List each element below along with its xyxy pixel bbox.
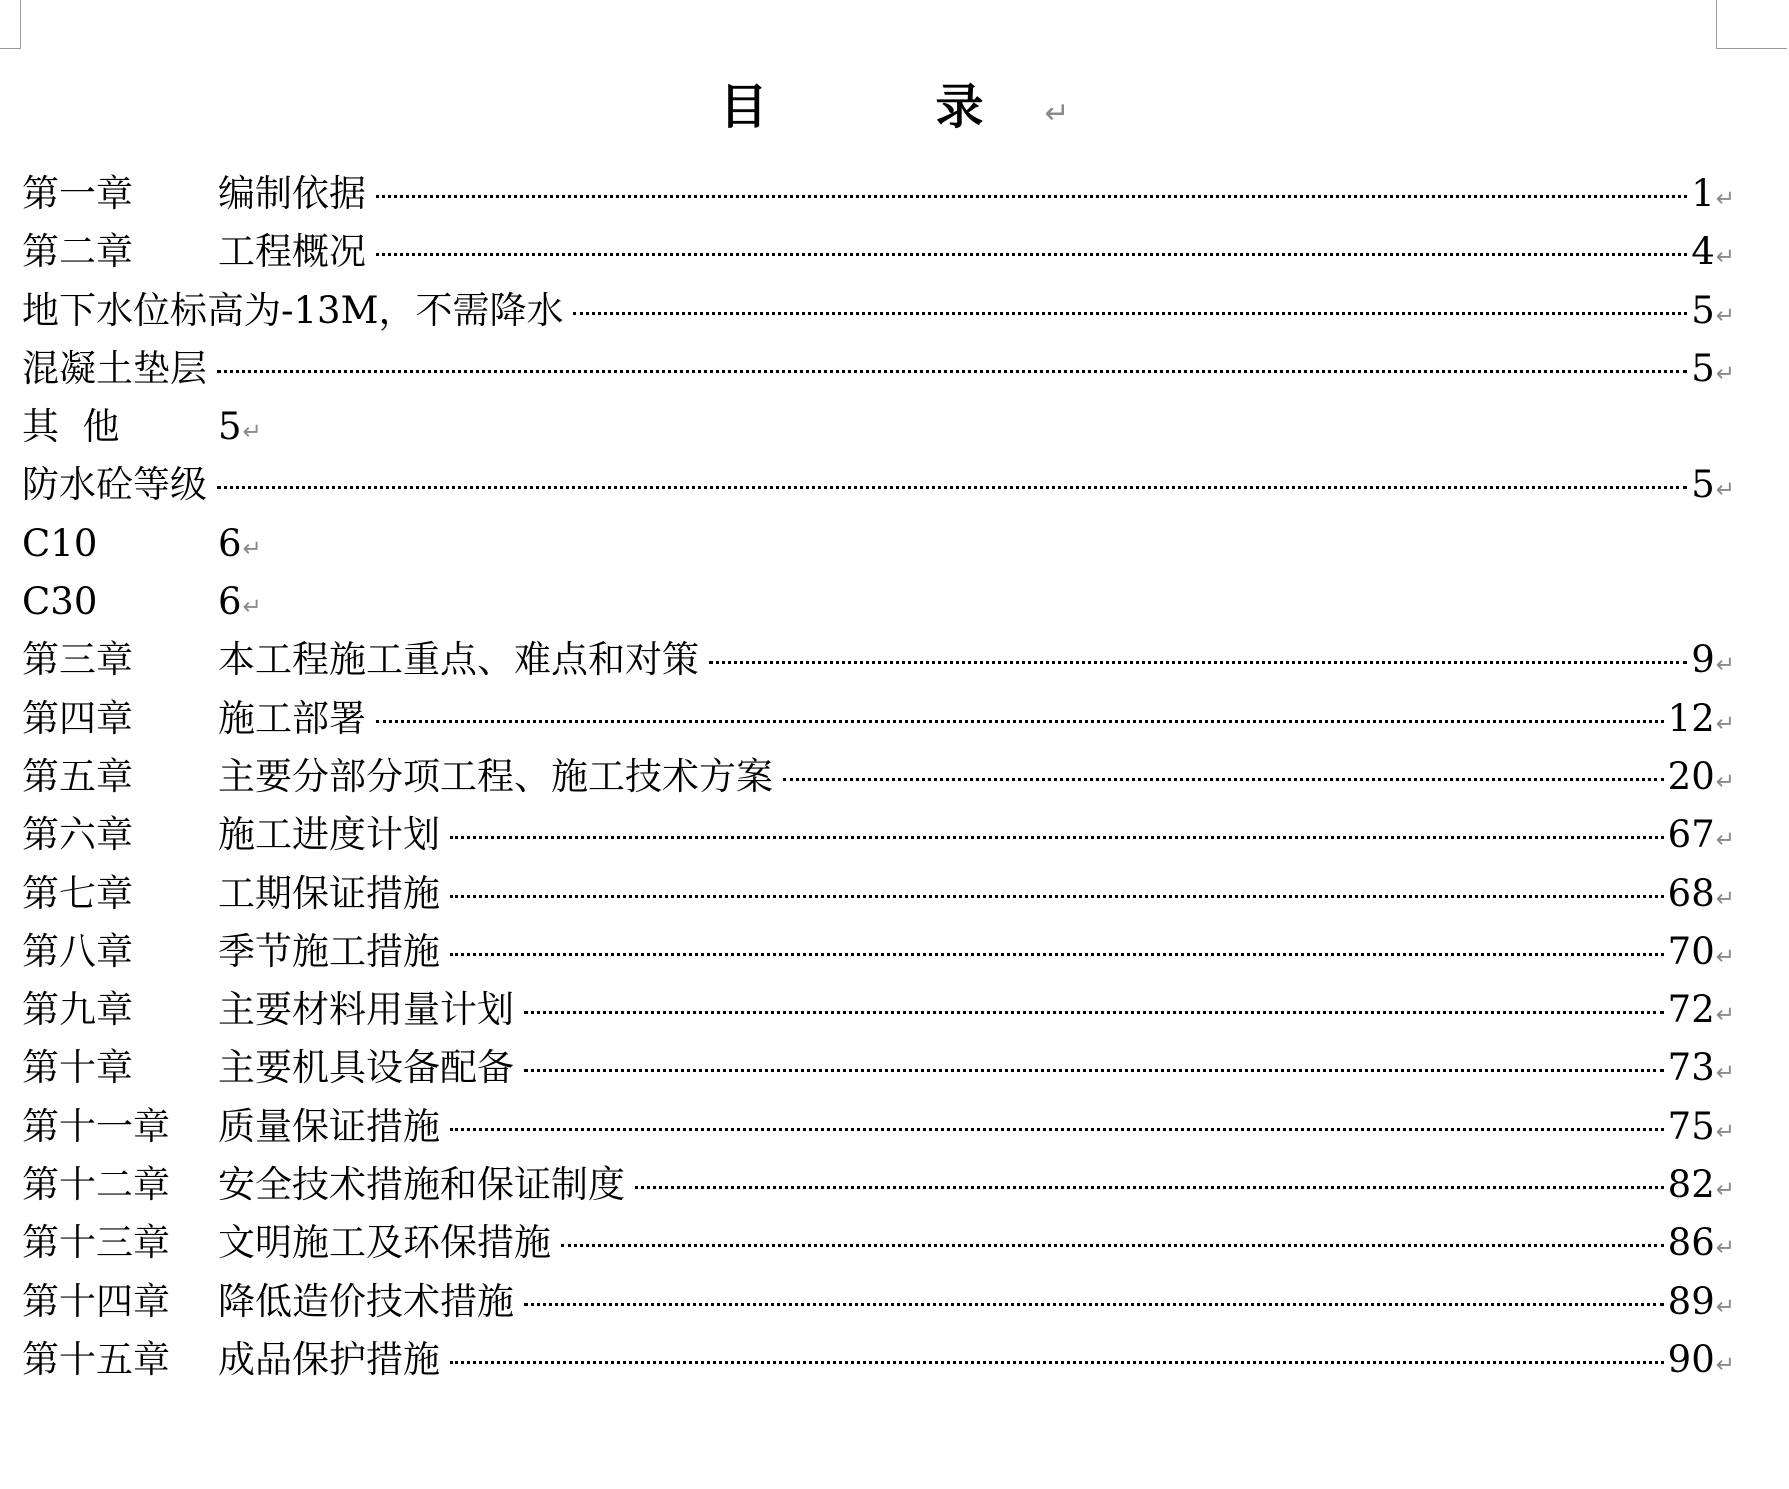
paragraph-mark-icon: ↵ xyxy=(1715,885,1735,912)
paragraph-mark-icon: ↵ xyxy=(242,594,262,621)
toc-chapter-number: 第十三章 xyxy=(22,1221,170,1265)
paragraph-mark-icon: ↵ xyxy=(1715,1060,1735,1087)
dot-leader xyxy=(524,1069,1664,1072)
paragraph-mark-icon: ↵ xyxy=(1715,943,1735,970)
toc-entry[interactable] xyxy=(22,865,1735,923)
crop-mark-top-right xyxy=(1716,0,1787,49)
toc-entry[interactable] xyxy=(22,1331,1735,1389)
paragraph-mark-icon: ↵ xyxy=(1715,710,1735,737)
toc-page-number: 90 xyxy=(1667,1337,1715,1381)
toc-chapter-number: 第一章 xyxy=(22,172,133,215)
toc-page-number: 9 xyxy=(1691,638,1715,682)
dot-leader xyxy=(561,1244,1664,1247)
toc-entry[interactable] xyxy=(22,165,1735,223)
toc-chapter-number: 第三章 xyxy=(22,638,133,682)
toc-chapter-number: C10 xyxy=(22,521,98,565)
paragraph-mark-icon: ↵ xyxy=(1715,1118,1735,1145)
toc-entry-title: 施工进度计划 xyxy=(218,813,440,857)
paragraph-mark-icon: ↵ xyxy=(1715,302,1735,329)
dot-leader xyxy=(450,836,1664,839)
crop-mark-top-left xyxy=(0,0,21,49)
toc-chapter-number: 第二章 xyxy=(22,230,133,274)
toc-entry-title: 成品保护措施 xyxy=(218,1337,440,1381)
toc-chapter-number: 第九章 xyxy=(22,988,133,1032)
dot-leader xyxy=(376,195,1687,198)
toc-entry-title: 安全技术措施和保证制度 xyxy=(218,1163,625,1207)
dot-leader xyxy=(450,1361,1664,1364)
paragraph-mark-icon: ↵ xyxy=(1715,1293,1735,1320)
toc-entry-title: 文明施工及环保措施 xyxy=(218,1221,551,1265)
toc-page-number: 68 xyxy=(1667,871,1715,915)
dot-leader xyxy=(709,661,1687,664)
paragraph-mark-icon: ↵ xyxy=(242,419,262,446)
toc-entry-title: 地下水位标高为-13M，不需降水 xyxy=(22,288,564,332)
toc-entry-title: 混凝土垫层 xyxy=(22,346,207,390)
paragraph-mark-icon: ↵ xyxy=(1715,1351,1735,1378)
toc-chapter-number: 第四章 xyxy=(22,696,133,740)
toc-entry[interactable] xyxy=(22,1098,1735,1156)
toc-page-number: 73 xyxy=(1667,1046,1715,1090)
toc-entry[interactable] xyxy=(22,456,1735,514)
toc-entry-title: 施工部署 xyxy=(218,696,366,740)
toc-entry[interactable] xyxy=(22,1273,1735,1331)
toc-entry-title: 降低造价技术措施 xyxy=(218,1279,514,1323)
toc-page-number: 5 xyxy=(1691,346,1715,390)
paragraph-mark-icon: ↵ xyxy=(1715,360,1735,387)
toc-chapter-number: 第十四章 xyxy=(22,1279,170,1323)
paragraph-mark-icon: ↵ xyxy=(1715,827,1735,854)
paragraph-mark-icon: ↵ xyxy=(1044,96,1070,131)
toc-entry[interactable] xyxy=(22,1156,1735,1214)
paragraph-mark-icon: ↵ xyxy=(242,535,262,562)
toc-entry[interactable] xyxy=(22,631,1735,689)
toc-page-number: 89 xyxy=(1667,1279,1715,1323)
paragraph-mark-icon: ↵ xyxy=(1715,652,1735,679)
toc-page-number: 12 xyxy=(1667,696,1715,740)
dot-leader xyxy=(450,953,1664,956)
dot-leader xyxy=(217,370,1687,373)
toc-page-number: 5 xyxy=(1691,463,1715,507)
toc-chapter-number: 第十五章 xyxy=(22,1337,170,1381)
toc-page-number: 20 xyxy=(1667,754,1715,798)
paragraph-mark-icon: ↵ xyxy=(1715,768,1735,795)
toc-title-text: 目 录 xyxy=(719,79,1044,135)
toc-page-number: 5 xyxy=(218,405,242,449)
toc-entry[interactable] xyxy=(22,282,1735,340)
toc-entry[interactable] xyxy=(22,573,1735,631)
toc-entry-title: 主要分部分项工程、施工技术方案 xyxy=(218,754,773,798)
paragraph-mark-icon: ↵ xyxy=(1715,186,1735,212)
toc-entry-title: 主要材料用量计划 xyxy=(218,988,514,1032)
table-of-contents xyxy=(22,165,1735,1389)
dot-leader xyxy=(783,778,1664,781)
toc-entry-title: 季节施工措施 xyxy=(218,929,440,973)
toc-page-number: 86 xyxy=(1667,1221,1715,1265)
toc-chapter-number: 第七章 xyxy=(22,871,133,915)
toc-chapter-number: 第五章 xyxy=(22,754,133,798)
toc-entry[interactable] xyxy=(22,340,1735,398)
toc-chapter-number: 第十二章 xyxy=(22,1163,170,1207)
toc-chapter-number: 第十章 xyxy=(22,1046,133,1090)
toc-page-number: 82 xyxy=(1667,1163,1715,1207)
toc-title xyxy=(0,76,1789,145)
paragraph-mark-icon: ↵ xyxy=(1715,477,1735,504)
dot-leader xyxy=(635,1186,1664,1189)
dot-leader xyxy=(524,1303,1664,1306)
toc-entry-title: 本工程施工重点、难点和对策 xyxy=(218,638,699,682)
toc-entry-title: 工期保证措施 xyxy=(218,871,440,915)
toc-entry-title: 编制依据 xyxy=(218,172,366,215)
toc-entry-title: 主要机具设备配备 xyxy=(218,1046,514,1090)
dot-leader xyxy=(217,486,1687,489)
toc-page-number: 72 xyxy=(1667,988,1715,1032)
toc-entry[interactable] xyxy=(22,1039,1735,1097)
toc-entry[interactable] xyxy=(22,1214,1735,1272)
toc-entry[interactable] xyxy=(22,223,1735,281)
toc-chapter-number: 第十一章 xyxy=(22,1104,170,1148)
toc-page-number: 4 xyxy=(1691,230,1715,274)
toc-page-number: 6 xyxy=(218,521,242,565)
toc-page-number: 67 xyxy=(1667,813,1715,857)
toc-entry-title: 质量保证措施 xyxy=(218,1104,440,1148)
dot-leader xyxy=(376,720,1664,723)
paragraph-mark-icon: ↵ xyxy=(1715,1002,1735,1029)
paragraph-mark-icon: ↵ xyxy=(1715,244,1735,271)
dot-leader xyxy=(450,1128,1664,1131)
toc-chapter-number: 第八章 xyxy=(22,929,133,973)
paragraph-mark-icon: ↵ xyxy=(1715,1235,1735,1262)
toc-entry[interactable] xyxy=(22,398,1735,456)
dot-leader xyxy=(450,895,1664,898)
toc-chapter-number: 第六章 xyxy=(22,813,133,857)
toc-page-number: 5 xyxy=(1691,288,1715,332)
toc-entry[interactable] xyxy=(22,806,1735,864)
toc-entry-title: 防水砼等级 xyxy=(22,463,207,507)
toc-entry[interactable] xyxy=(22,923,1735,981)
toc-page-number: 70 xyxy=(1667,929,1715,973)
toc-entry[interactable] xyxy=(22,690,1735,748)
paragraph-mark-icon: ↵ xyxy=(1715,1177,1735,1204)
toc-page-number: 6 xyxy=(218,580,242,624)
toc-chapter-number: C30 xyxy=(22,580,98,624)
toc-entry-title: 工程概况 xyxy=(218,230,366,274)
dot-leader xyxy=(524,1011,1664,1014)
toc-entry[interactable] xyxy=(22,748,1735,806)
dot-leader xyxy=(573,312,1687,315)
toc-page-number: 1 xyxy=(1691,172,1715,215)
toc-page-number: 75 xyxy=(1667,1104,1715,1148)
toc-entry[interactable] xyxy=(22,981,1735,1039)
dot-leader xyxy=(376,253,1687,256)
toc-chapter-number: 其 他 xyxy=(22,405,120,449)
toc-entry[interactable] xyxy=(22,515,1735,573)
